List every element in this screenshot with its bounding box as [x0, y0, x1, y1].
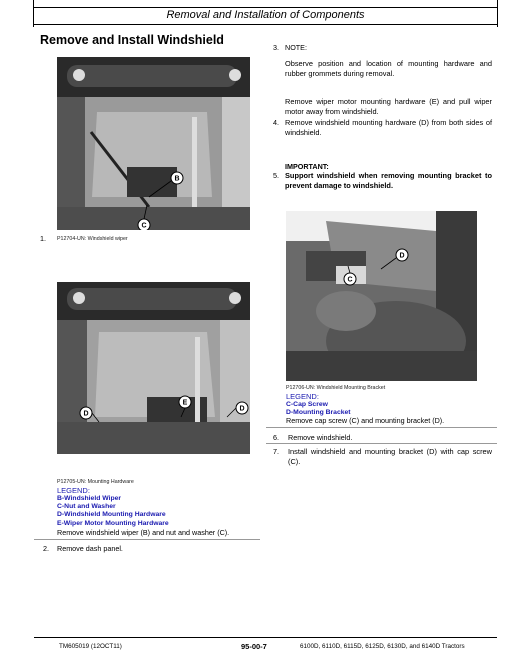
frame-right-line	[497, 0, 498, 27]
legend-item: B-Windshield Wiper	[57, 495, 122, 502]
callout-e: E	[182, 399, 188, 407]
callout-b: B	[174, 175, 180, 183]
figure2-caption: P12705-UN: Mounting Hardware	[57, 479, 134, 485]
bracket-text: Remove cap screw (C) and mounting bracket (D).	[286, 416, 445, 425]
legend-item: C-Cap Screw	[286, 401, 328, 408]
step-4-text: Remove windshield mounting hardware (D) from both sides of windshield.	[285, 118, 492, 137]
divider	[34, 539, 260, 540]
figure3-caption: P12706-UN: Windshield Mounting Bracket	[286, 385, 386, 391]
page-title: Remove and Install Windshield	[40, 33, 224, 47]
left-legend-title: LEGEND:	[57, 486, 90, 495]
step-3-number: 3.	[273, 43, 279, 52]
callout-c: C	[141, 222, 147, 230]
step-6-text: Remove windshield.	[288, 433, 353, 442]
right-legend-title: LEGEND:	[286, 392, 319, 401]
step-7-text: Install windshield and mounting bracket (D) with cap screw (C).	[288, 447, 492, 466]
legend-item: D-Windshield Mounting Hardware	[57, 511, 166, 519]
right-legend	[286, 401, 351, 417]
important-label: IMPORTANT:	[285, 162, 329, 171]
divider	[266, 427, 497, 428]
step-2-text: Remove dash panel.	[57, 544, 123, 553]
callout-d-left: D	[83, 410, 89, 418]
figure2-callouts	[57, 282, 250, 454]
legend-item: C-Nut and Washer	[57, 503, 116, 511]
step-2-number: 2.	[43, 544, 49, 553]
figure1-callouts	[57, 57, 250, 230]
divider	[266, 443, 497, 444]
footer-rule	[34, 637, 497, 638]
step-1-number: 1.	[40, 234, 46, 243]
wiper-motor-text: Remove wiper motor mounting hardware (E) and pull wiper motor away from windshield.	[285, 97, 492, 116]
section-header: Removal and Installation of Components	[166, 9, 365, 21]
footer-doc-id: TM605019 (12OCT11)	[59, 643, 122, 650]
figure1-caption: P12704-UN: Windshield wiper	[57, 236, 128, 242]
step-5-number: 5.	[273, 171, 279, 180]
legend-item: D-Mounting Bracket	[286, 409, 351, 417]
note-text: Observe position and location of mounting hardware and rubber grommets during removal.	[285, 59, 492, 78]
left-legend	[57, 495, 169, 528]
step-4-number: 4.	[273, 118, 279, 127]
header-underline	[34, 24, 497, 25]
callout-d-bracket: D	[399, 252, 405, 260]
figure3-callouts	[286, 211, 477, 381]
callout-c-bracket: C	[347, 276, 353, 284]
step-7-number: 7.	[273, 447, 279, 456]
footer-page-number: 95-00-7	[241, 642, 267, 651]
callout-d-right: D	[239, 405, 245, 413]
legend-item: E-Wiper Motor Mounting Hardware	[57, 519, 169, 527]
step-1-text: Remove windshield wiper (B) and nut and washer (C).	[57, 528, 230, 537]
step-3-text: NOTE:	[285, 43, 307, 52]
step-6-number: 6.	[273, 433, 279, 442]
header-rule	[34, 7, 497, 8]
step-5-text: Support windshield when removing mounting bracket to prevent damage to windshield.	[285, 171, 492, 190]
footer-models: 6100D, 6110D, 6115D, 6125D, 6130D, and 6140D Tractors	[300, 643, 465, 650]
